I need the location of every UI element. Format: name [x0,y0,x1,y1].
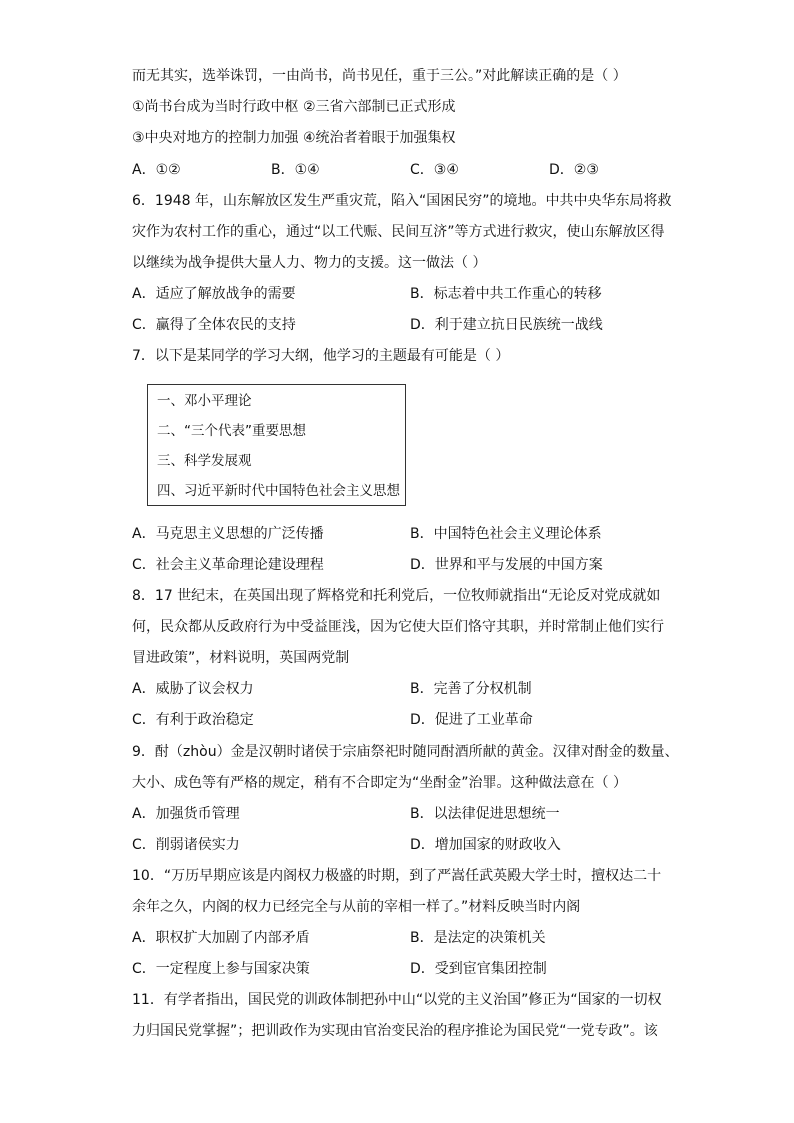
q10-option-d: D．受到宦官集团控制 [410,961,547,977]
q5-option-a: A．①② [132,162,181,178]
q8-stem-line-1: 8．17 世纪末，在英国出现了辉格党和托利党后，一位牧师就指出“无论反对党成就如 [132,588,661,604]
q8-option-d: D．促进了工业革命 [410,712,533,728]
q8-option-b: B．完善了分权机制 [410,681,532,697]
q6-option-c: C．赢得了全体农民的支持 [132,317,296,333]
q6-stem-line-3: 以继续为战争提供大量人力、物力的支援。这一做法（ ） [132,255,487,271]
q7-option-a: A．马克思主义思想的广泛传播 [132,526,324,542]
q8-stem-line-2: 何，民众都从反政府行为中受益匪浅，因为它使大臣们恪守其职，并时常制止他们实行 [132,619,664,635]
q6-option-a: A．适应了解放战争的需要 [132,286,296,302]
q8-stem-line-3: 冒进政策”，材料说明，英国两党制 [132,650,350,666]
q11-stem-line-2: 力归国民党掌握”；把训政作为实现由官治变民治的程序推论为国民党“一党专政”。该 [132,1023,658,1039]
q9-option-d: D．增加国家的财政收入 [410,837,561,853]
q10-option-c: C．一定程度上参与国家决策 [132,961,310,977]
q7-option-d: D．世界和平与发展的中国方案 [410,557,603,573]
q9-stem-line-2: 大小、成色等有严格的规定，稍有不合即定为“坐酎金”治罪。这种做法意在（ ） [132,775,627,791]
q6-stem-line-2: 灾作为农村工作的重心，通过“以工代赈、民间互济”等方式进行救灾，使山东解放区得 [132,224,665,240]
q9-option-c: C．削弱诸侯实力 [132,837,240,853]
q10-stem-line-1: 10．“万历早期应该是内阁权力极盛的时期，到了严嵩任武英殿大学士时，擅权达二十 [132,868,662,884]
q5-statements-3-4: ③中央对地方的控制力加强 ④统治者着眼于加强集权 [132,130,456,146]
q7-outline-item: 二、“三个代表”重要思想 [157,423,306,439]
q7-outline-item: 一、邓小平理论 [157,393,252,409]
q5-stem-tail: 而无其实，选举诛罚，一由尚书，尚书见任，重于三公。”对此解读正确的是（ ） [132,68,627,84]
q10-stem-line-2: 余年之久，内阁的权力已经完全与从前的宰相一样了。”材料反映当时内阁 [132,899,581,915]
q9-stem-line-1: 9．酎（zhòu）金是汉朝时诸侯于宗庙祭祀时随同酎酒所献的黄金。汉律对酎金的数量、 [132,744,679,760]
q7-option-c: C．社会主义革命理论建设理程 [132,557,324,573]
q10-option-b: B．是法定的决策机关 [410,930,546,946]
q5-statements-1-2: ①尚书台成为当时行政中枢 ②三省六部制已正式形成 [132,99,456,115]
q11-stem-line-1: 11．有学者指出，国民党的训政体制把孙中山“以党的主义治国”修正为“国家的一切权 [132,992,662,1008]
q9-option-a: A．加强货币管理 [132,806,240,822]
q6-option-b: B．标志着中共工作重心的转移 [410,286,602,302]
q7-stem: 7．以下是某同学的学习大纲，他学习的主题最有可能是（ ） [132,348,510,364]
q7-option-b: B．中国特色社会主义理论体系 [410,526,602,542]
q10-option-a: A．职权扩大加剧了内部矛盾 [132,930,310,946]
q7-outline-box [147,384,406,506]
q8-option-a: A．威胁了议会权力 [132,681,254,697]
q5-option-b: B．①④ [271,162,320,178]
q7-outline-item: 四、习近平新时代中国特色社会主义思想 [157,483,400,499]
q5-option-c: C．③④ [410,162,459,178]
q6-stem-line-1: 6．1948 年，山东解放区发生严重灾荒，陷入“国困民穷”的境地。中共中央华东局将救 [132,193,672,209]
q6-option-d: D．利于建立抗日民族统一战线 [410,317,603,333]
q9-option-b: B．以法律促进思想统一 [410,806,560,822]
q7-outline-item: 三、科学发展观 [157,453,252,469]
q8-option-c: C．有利于政治稳定 [132,712,254,728]
q5-option-d: D．②③ [549,162,599,178]
